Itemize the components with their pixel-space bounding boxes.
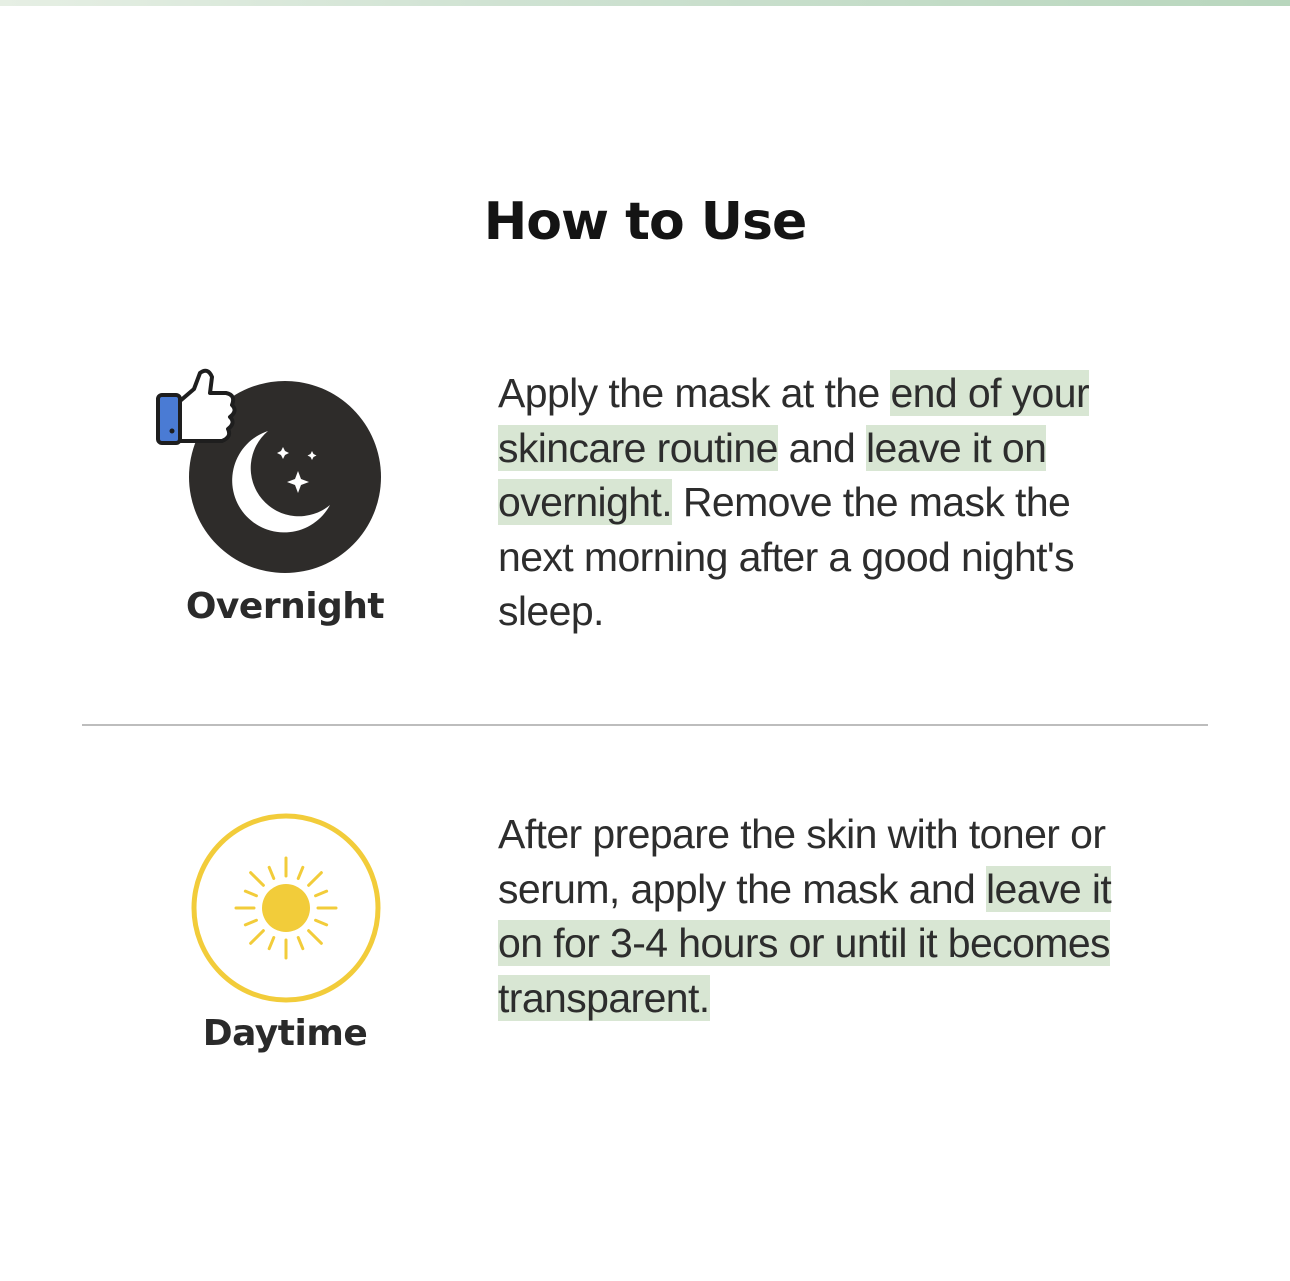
overnight-description xyxy=(498,366,1138,639)
sun-icon xyxy=(188,810,384,1011)
overnight-label: Overnight xyxy=(185,586,385,627)
moon-stars-thumbs-up-icon xyxy=(150,365,390,585)
overnight-highlight-text: end of your skincare routine xyxy=(498,370,1090,471)
daytime-description xyxy=(498,807,1138,1025)
overnight-text-segment: Apply the mask at the xyxy=(498,370,891,416)
daytime-highlight-text: leave it on for 3-4 hours or until it becomes transparent. xyxy=(498,865,1112,1021)
overnight-highlight-text: leave it on overnight. xyxy=(498,424,1047,525)
daytime-label: Daytime xyxy=(202,1013,368,1054)
top-decorative-strip xyxy=(0,0,1290,6)
daytime-text-segment: After prepare the skin with toner or serum, apply the mask and xyxy=(498,811,1106,912)
page-title: How to Use xyxy=(483,192,807,252)
overnight-text-segment: and xyxy=(777,424,867,471)
section-divider xyxy=(82,724,1208,726)
overnight-text-segment: Remove the mask the next morning after a good night's sleep. xyxy=(498,479,1075,634)
